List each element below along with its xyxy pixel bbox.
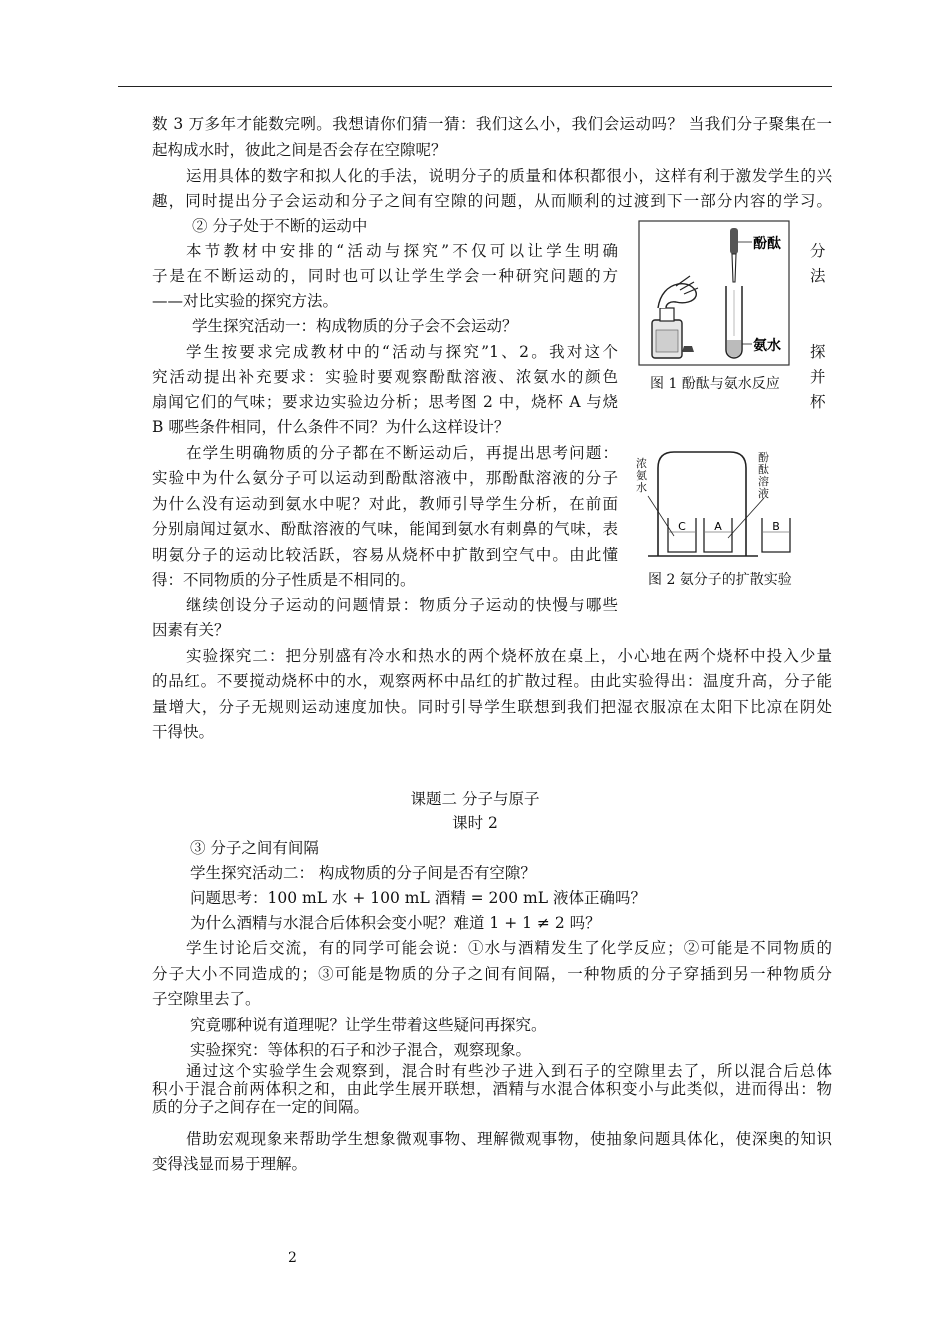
- text-line: 因素有关？: [152, 621, 230, 639]
- text-line: 数 3 万多年才能数完咧。我想请你们猜一猜：我们这么小，我们会运动吗？ 当我们分子聚集在一: [152, 115, 832, 133]
- text-line: 分子大小不同造成的；③可能是物质的分子之间有间隔，一种物质的分子穿插到另一种物质分: [152, 965, 832, 983]
- text-line: 的品红。不要搅动烧杯中的水，观察两杯中品红的扩散过程。由此实验得出：温度升高，分子能: [152, 672, 832, 690]
- text-line: 积小于混合前两体积之和，由此学生展开联想，酒精与水混合体积变小与此类似，进而得出：物: [152, 1080, 832, 1098]
- text-line: 量增大，分子无规则运动速度加快。同时引导学生联想到我们把湿衣服凉在太阳下比凉在阴处: [152, 698, 832, 716]
- label-conc-ammonia: 浓氨水: [636, 457, 647, 494]
- text-line: 实验探究二：把分别盛有冷水和热水的两个烧杯放在桌上，小心地在两个烧杯中投入少量: [186, 647, 832, 665]
- text-line: 变得浅显而易于理解。: [152, 1155, 308, 1173]
- page-number: 2: [288, 1250, 297, 1266]
- section-heading: ② 分子处于不断的运动中: [192, 217, 368, 235]
- text-line: 为什么酒精与水混合后体积会变小呢？难道 1 + 1 ≠ 2 吗？: [190, 914, 601, 932]
- text-line: 在学生明确物质的分子都在不断运动后，再提出思考问题：: [186, 444, 618, 462]
- beaker-c-label: C: [678, 520, 686, 533]
- side-text: 法: [810, 267, 826, 285]
- figure-2-caption: 图 2 氨分子的扩散实验: [648, 572, 792, 588]
- text-line: 本节教材中安排的“活动与探究”不仅可以让学生明确: [186, 242, 618, 260]
- text-line: 学生探究活动一：构成物质的分子会不会运动？: [192, 317, 518, 335]
- text-line: 究竟哪种说有道理呢？让学生带着这些疑问再探究。: [190, 1016, 547, 1034]
- side-text: 杯: [810, 393, 826, 411]
- label-ammonia: 氨水: [753, 338, 781, 354]
- side-text: 探: [810, 343, 826, 361]
- text-line: 通过这个实验学生会观察到，混合时有些沙子进入到石子的空隙里去了，所以混合后总体: [186, 1062, 832, 1080]
- text-line: B 哪些条件相同，什么条件不同？为什么这样设计？: [152, 418, 510, 436]
- text-line: 扇闻它们的气味；要求边实验边分析；思考图 2 中，烧杯 A 与烧: [152, 393, 618, 411]
- text-line: ——对比实验的探究方法。: [152, 292, 339, 310]
- text-line: 趣，同时提出分子会运动和分子之间有空隙的问题，从而顺利的过渡到下一部分内容的学习。: [152, 192, 832, 210]
- text-line: 起构成水时，彼此之间是否会存在空隙呢？: [152, 141, 447, 159]
- text-line: 学生按要求完成教材中的“活动与探究”1、2。我对这个: [186, 343, 618, 361]
- header-rule: [118, 86, 832, 87]
- side-text: 并: [810, 368, 826, 386]
- text-line: 为什么没有运动到氨水中呢？对此，教师引导学生分析，在前面: [152, 495, 618, 513]
- label-phenolphthalein: 酚酞: [753, 236, 781, 252]
- figure-1-illustration: [638, 220, 790, 366]
- beaker-a-label: A: [714, 520, 722, 533]
- text-line: 学生讨论后交流，有的同学可能会说：①水与酒精发生了化学反应；②可能是不同物质的: [186, 939, 832, 957]
- side-text: 分: [810, 242, 826, 260]
- text-line: ③ 分子之间有间隔: [190, 839, 319, 857]
- text-line: 分别扇闻过氨水、酚酞溶液的气味，能闻到氨水有刺鼻的气味，表: [152, 520, 618, 538]
- text-line: 借助宏观现象来帮助学生想象微观事物、理解微观事物，使抽象问题具体化，使深奥的知识: [186, 1130, 832, 1148]
- section-subtitle: 课时 2: [452, 814, 498, 832]
- text-line: 继续创设分子运动的问题情景：物质分子运动的快慢与哪些: [186, 596, 618, 614]
- label-phenol-solution: 酚酞溶液: [758, 451, 769, 500]
- text-line: 学生探究活动二： 构成物质的分子间是否有空隙？: [190, 864, 536, 882]
- section-title: 课题二 分子与原子: [410, 790, 540, 808]
- text-line: 实验中为什么氨分子可以运动到酚酞溶液中，那酚酞溶液的分子: [152, 469, 618, 487]
- text-line: 运用具体的数字和拟人化的手法，说明分子的质量和体积都很小，这样有利于激发学生的兴: [186, 167, 832, 185]
- figure-1-caption: 图 1 酚酞与氨水反应: [650, 376, 780, 392]
- text-line: 究活动提出补充要求：实验时要观察酚酞溶液、浓氨水的颜色: [152, 368, 618, 386]
- beaker-b-label: B: [772, 520, 780, 533]
- text-line: 实验探究：等体积的石子和沙子混合，观察现象。: [190, 1041, 532, 1059]
- text-line: 干得快。: [152, 723, 215, 741]
- text-line: 子空隙里去了。: [152, 990, 261, 1008]
- text-line: 得：不同物质的分子性质是不相同的。: [152, 571, 416, 589]
- text-line: 问题思考：100 mL 水 + 100 mL 酒精 = 200 mL 液体正确吗？: [190, 889, 646, 907]
- text-line: 明氨分子的运动比较活跃，容易从烧杯中扩散到空气中。由此懂: [152, 546, 618, 564]
- text-line: 质的分子之间存在一定的间隔。: [152, 1098, 370, 1116]
- text-line: 子是在不断运动的，同时也可以让学生学会一种研究问题的方: [152, 267, 618, 285]
